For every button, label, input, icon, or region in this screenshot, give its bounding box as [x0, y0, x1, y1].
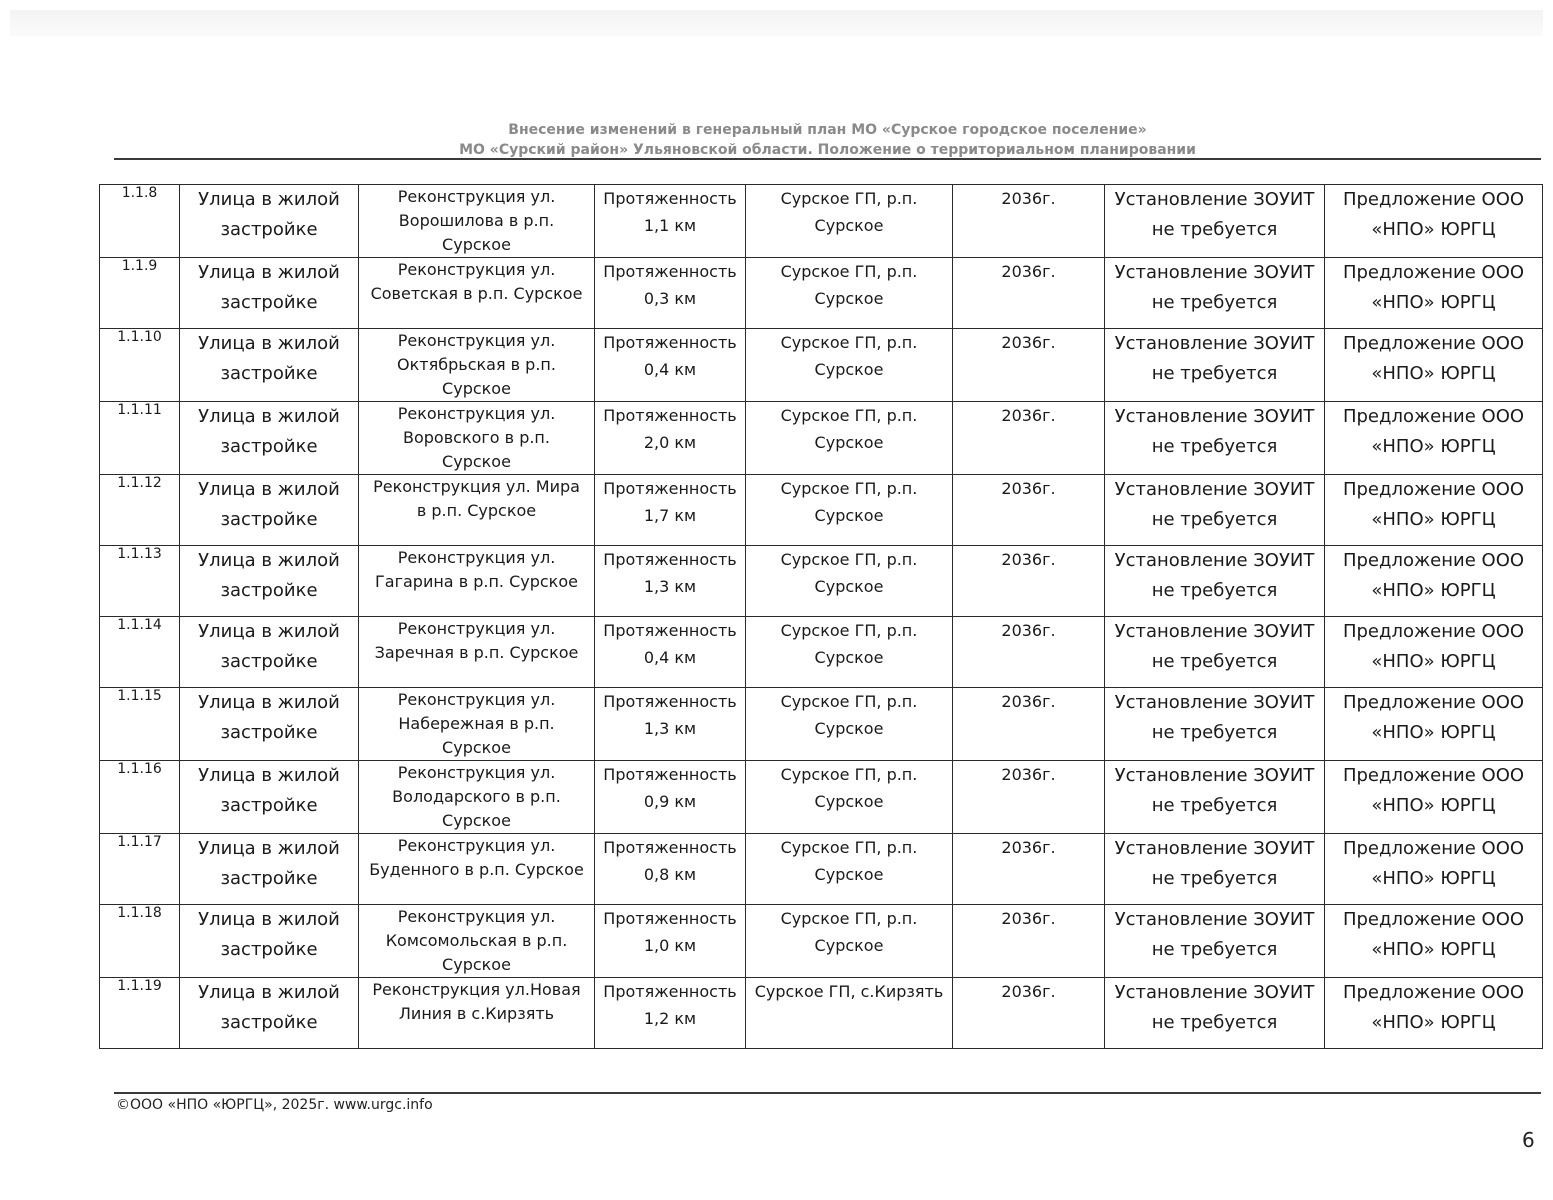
cell-description-text: Воровского в р.п.	[403, 428, 550, 447]
cell-description-text: Володарского в р.п.	[392, 787, 561, 806]
cell-extent	[595, 978, 746, 1049]
cell-extent	[595, 475, 746, 546]
cell-zouit-text: не требуется	[1151, 219, 1278, 240]
cell-object-type	[180, 475, 359, 546]
cell-number-text: 1.1.13	[117, 546, 162, 562]
cell-proposal	[1325, 546, 1543, 617]
cell-zouit-text: не требуется	[1151, 795, 1278, 816]
cell-description	[359, 329, 595, 402]
cell-number-text: 1.1.10	[117, 329, 162, 345]
cell-extent-text: Протяженность	[603, 406, 737, 425]
cell-extent-text: Протяженность	[603, 333, 737, 352]
cell-zouit-text: не требуется	[1151, 868, 1278, 889]
cell-description	[359, 761, 595, 834]
cell-description-text: Реконструкция ул.	[397, 907, 556, 926]
cell-extent	[595, 617, 746, 688]
cell-description-text: Реконструкция ул.	[397, 836, 556, 855]
cell-proposal-text: Предложение ООО	[1342, 189, 1525, 210]
cell-proposal-text: «НПО» ЮРГЦ	[1371, 580, 1496, 601]
cell-proposal-text: «НПО» ЮРГЦ	[1371, 795, 1496, 816]
cell-description-text: Реконструкция ул.	[397, 548, 556, 567]
cell-proposal-text: Предложение ООО	[1342, 692, 1525, 713]
cell-location-text: Сурское	[814, 792, 884, 811]
cell-object-type-text: застройке	[220, 436, 318, 457]
cell-description-text: Сурское	[442, 379, 511, 398]
cell-number-text: 1.1.19	[117, 978, 162, 994]
cell-location-text: Сурское ГП, р.п.	[780, 262, 918, 281]
cell-year	[953, 688, 1105, 761]
cell-object-type-text: застройке	[220, 722, 318, 743]
cell-year	[953, 617, 1105, 688]
cell-number	[100, 978, 180, 1049]
cell-proposal-text: Предложение ООО	[1342, 262, 1525, 283]
cell-object-type-text: застройке	[220, 795, 318, 816]
cell-object-type-text: Улица в жилой	[198, 333, 340, 354]
cell-description	[359, 475, 595, 546]
cell-description-text: Октябрьская в р.п.	[397, 355, 556, 374]
cell-location-text: Сурское ГП, р.п.	[780, 692, 918, 711]
cell-location	[746, 617, 953, 688]
cell-description-text: Советская в р.п. Сурское	[370, 284, 583, 303]
cell-proposal	[1325, 329, 1543, 402]
cell-extent	[595, 329, 746, 402]
cell-extent	[595, 761, 746, 834]
cell-extent-text: Протяженность	[603, 982, 737, 1001]
cell-extent-text: 1,0 км	[643, 936, 697, 955]
cell-zouit-text: Установление ЗОУИТ	[1114, 765, 1315, 786]
cell-zouit-text: не требуется	[1151, 363, 1278, 384]
cell-location	[746, 402, 953, 475]
cell-description-text: в р.п. Сурское	[416, 501, 537, 520]
cell-proposal-text: «НПО» ЮРГЦ	[1371, 939, 1496, 960]
cell-extent-text: 1,2 км	[643, 1009, 697, 1028]
cell-extent-text: Протяженность	[603, 189, 737, 208]
cell-proposal-text: «НПО» ЮРГЦ	[1371, 436, 1496, 457]
cell-object-type	[180, 834, 359, 905]
cell-object-type-text: застройке	[220, 509, 318, 530]
document-header	[114, 120, 1541, 160]
cell-location-text: Сурское	[814, 577, 884, 596]
cell-description	[359, 258, 595, 329]
cell-zouit-text: Установление ЗОУИТ	[1114, 333, 1315, 354]
cell-year	[953, 546, 1105, 617]
cell-extent-text: Протяженность	[603, 765, 737, 784]
cell-description-text: Сурское	[442, 738, 511, 757]
cell-zouit	[1105, 905, 1325, 978]
cell-location	[746, 329, 953, 402]
cell-proposal-text: Предложение ООО	[1342, 621, 1525, 642]
cell-location-text: Сурское ГП, р.п.	[780, 333, 918, 352]
cell-proposal	[1325, 258, 1543, 329]
cell-zouit-text: не требуется	[1151, 722, 1278, 743]
table-row	[100, 258, 1543, 329]
cell-extent	[595, 402, 746, 475]
cell-location-text: Сурское	[814, 506, 884, 525]
cell-extent-text: Протяженность	[603, 621, 737, 640]
cell-zouit-text: не требуется	[1151, 436, 1278, 457]
cell-year	[953, 475, 1105, 546]
cell-number	[100, 834, 180, 905]
cell-proposal-text: «НПО» ЮРГЦ	[1371, 722, 1496, 743]
footer-copyright: ©ООО «НПО «ЮРГЦ», 2025г. www.urgc.info	[116, 1097, 433, 1113]
table-row	[100, 402, 1543, 475]
table-row	[100, 978, 1543, 1049]
cell-object-type-text: Улица в жилой	[198, 838, 340, 859]
cell-description	[359, 688, 595, 761]
cell-extent-text: 2,0 км	[643, 433, 697, 452]
cell-zouit-text: Установление ЗОУИТ	[1114, 479, 1315, 500]
cell-number	[100, 329, 180, 402]
cell-number-text: 1.1.12	[117, 475, 162, 491]
cell-year-text: 2036г.	[1001, 621, 1056, 640]
cell-description	[359, 905, 595, 978]
cell-zouit	[1105, 185, 1325, 258]
cell-extent	[595, 905, 746, 978]
cell-zouit	[1105, 475, 1325, 546]
cell-object-type-text: Улица в жилой	[198, 406, 340, 427]
cell-zouit-text: Установление ЗОУИТ	[1114, 692, 1315, 713]
cell-number-text: 1.1.15	[117, 688, 162, 704]
cell-year-text: 2036г.	[1001, 333, 1056, 352]
cell-location-text: Сурское ГП, р.п.	[780, 621, 918, 640]
cell-object-type-text: Улица в жилой	[198, 479, 340, 500]
cell-location-text: Сурское	[814, 360, 884, 379]
cell-object-type-text: Улица в жилой	[198, 909, 340, 930]
cell-description-text: Ворошилова в р.п.	[398, 211, 555, 230]
cell-object-type	[180, 402, 359, 475]
table-row	[100, 905, 1543, 978]
cell-proposal	[1325, 834, 1543, 905]
cell-location-text: Сурское ГП, с.Кирзять	[754, 982, 944, 1001]
cell-location-text: Сурское ГП, р.п.	[780, 189, 918, 208]
cell-zouit-text: не требуется	[1151, 509, 1278, 530]
cell-description-text: Заречная в р.п. Сурское	[374, 643, 579, 662]
cell-number	[100, 761, 180, 834]
table-body	[100, 185, 1543, 1049]
cell-object-type-text: Улица в жилой	[198, 621, 340, 642]
table-row	[100, 617, 1543, 688]
cell-extent-text: Протяженность	[603, 479, 737, 498]
cell-location	[746, 185, 953, 258]
cell-location-text: Сурское	[814, 216, 884, 235]
cell-description	[359, 546, 595, 617]
cell-object-type-text: Улица в жилой	[198, 262, 340, 283]
table-row	[100, 329, 1543, 402]
planning-table	[99, 184, 1543, 1049]
cell-extent-text: 1,7 км	[643, 506, 697, 525]
cell-extent	[595, 834, 746, 905]
cell-year	[953, 258, 1105, 329]
cell-zouit	[1105, 402, 1325, 475]
cell-proposal	[1325, 761, 1543, 834]
cell-location-text: Сурское ГП, р.п.	[780, 406, 918, 425]
cell-proposal-text: Предложение ООО	[1342, 550, 1525, 571]
cell-year-text: 2036г.	[1001, 550, 1056, 569]
cell-number-text: 1.1.14	[117, 617, 162, 633]
cell-description	[359, 978, 595, 1049]
cell-description-text: Реконструкция ул.	[397, 331, 556, 350]
cell-zouit-text: Установление ЗОУИТ	[1114, 189, 1315, 210]
cell-zouit-text: не требуется	[1151, 651, 1278, 672]
cell-proposal-text: Предложение ООО	[1342, 406, 1525, 427]
cell-description	[359, 185, 595, 258]
cell-description-text: Комсомольская в р.п.	[385, 931, 568, 950]
cell-zouit-text: Установление ЗОУИТ	[1114, 406, 1315, 427]
cell-proposal-text: Предложение ООО	[1342, 909, 1525, 930]
cell-number-text: 1.1.16	[117, 761, 162, 777]
cell-year-text: 2036г.	[1001, 692, 1056, 711]
header-line-2: МО «Сурский район» Ульяновской области. Положение о территориальном планировании	[459, 142, 1196, 158]
cell-extent-text: 0,4 км	[643, 648, 697, 667]
cell-zouit-text: не требуется	[1151, 1012, 1278, 1033]
table-row	[100, 546, 1543, 617]
cell-extent-text: 1,3 км	[643, 719, 697, 738]
cell-number-text: 1.1.9	[121, 258, 158, 274]
cell-zouit-text: не требуется	[1151, 292, 1278, 313]
cell-extent-text: 1,3 км	[643, 577, 697, 596]
cell-description	[359, 617, 595, 688]
cell-description-text: Реконструкция ул.Новая	[372, 980, 581, 999]
cell-object-type	[180, 258, 359, 329]
cell-year-text: 2036г.	[1001, 479, 1056, 498]
cell-extent	[595, 258, 746, 329]
cell-object-type	[180, 688, 359, 761]
cell-proposal-text: «НПО» ЮРГЦ	[1371, 292, 1496, 313]
cell-location-text: Сурское	[814, 433, 884, 452]
cell-proposal-text: «НПО» ЮРГЦ	[1371, 651, 1496, 672]
cell-object-type-text: застройке	[220, 939, 318, 960]
cell-proposal	[1325, 185, 1543, 258]
cell-location	[746, 905, 953, 978]
cell-number	[100, 546, 180, 617]
table-row	[100, 185, 1543, 258]
cell-object-type	[180, 761, 359, 834]
cell-object-type	[180, 978, 359, 1049]
cell-description-text: Реконструкция ул.	[397, 404, 556, 423]
cell-description-text: Гагарина в р.п. Сурское	[375, 572, 578, 591]
cell-year	[953, 978, 1105, 1049]
cell-zouit-text: Установление ЗОУИТ	[1114, 262, 1315, 283]
cell-extent-text: Протяженность	[603, 692, 737, 711]
cell-year	[953, 761, 1105, 834]
page-number: 6	[1522, 1128, 1535, 1152]
table-row	[100, 761, 1543, 834]
cell-number-text: 1.1.8	[121, 185, 158, 201]
cell-description-text: Сурское	[442, 811, 511, 830]
cell-location-text: Сурское ГП, р.п.	[780, 765, 918, 784]
cell-year-text: 2036г.	[1001, 406, 1056, 425]
cell-proposal-text: «НПО» ЮРГЦ	[1371, 1012, 1496, 1033]
cell-year	[953, 834, 1105, 905]
cell-year	[953, 329, 1105, 402]
footer-rule	[114, 1092, 1541, 1094]
cell-extent-text: Протяженность	[603, 909, 737, 928]
cell-object-type	[180, 546, 359, 617]
cell-location	[746, 475, 953, 546]
cell-proposal-text: «НПО» ЮРГЦ	[1371, 868, 1496, 889]
cell-object-type-text: Улица в жилой	[198, 550, 340, 571]
cell-description-text: Сурское	[442, 955, 511, 974]
cell-description-text: Реконструкция ул.	[397, 260, 556, 279]
cell-extent	[595, 688, 746, 761]
cell-proposal	[1325, 978, 1543, 1049]
cell-object-type-text: застройке	[220, 363, 318, 384]
header-rule	[114, 158, 1541, 160]
cell-extent	[595, 185, 746, 258]
cell-year	[953, 905, 1105, 978]
table-row	[100, 834, 1543, 905]
header-line-1: Внесение изменений в генеральный план МО «Сурское городское поселение»	[508, 122, 1147, 138]
cell-description-text: Сурское	[442, 235, 511, 254]
cell-proposal-text: Предложение ООО	[1342, 838, 1525, 859]
cell-proposal-text: Предложение ООО	[1342, 765, 1525, 786]
cell-extent-text: Протяженность	[603, 838, 737, 857]
cell-proposal-text: Предложение ООО	[1342, 982, 1525, 1003]
cell-location	[746, 761, 953, 834]
cell-description-text: Реконструкция ул. Мира	[373, 477, 580, 496]
cell-zouit-text: Установление ЗОУИТ	[1114, 982, 1315, 1003]
cell-number	[100, 475, 180, 546]
cell-location	[746, 978, 953, 1049]
cell-object-type-text: Улица в жилой	[198, 189, 340, 210]
cell-object-type-text: застройке	[220, 292, 318, 313]
cell-zouit	[1105, 258, 1325, 329]
cell-location	[746, 834, 953, 905]
cell-location	[746, 546, 953, 617]
cell-location-text: Сурское ГП, р.п.	[780, 479, 918, 498]
cell-number-text: 1.1.18	[117, 905, 162, 921]
cell-number	[100, 258, 180, 329]
cell-description-text: Реконструкция ул.	[397, 187, 556, 206]
cell-description	[359, 834, 595, 905]
cell-year-text: 2036г.	[1001, 838, 1056, 857]
cell-zouit	[1105, 834, 1325, 905]
cell-zouit	[1105, 329, 1325, 402]
cell-number	[100, 688, 180, 761]
cell-number	[100, 402, 180, 475]
cell-zouit-text: Установление ЗОУИТ	[1114, 909, 1315, 930]
cell-description-text: Линия в с.Кирзять	[398, 1004, 555, 1023]
cell-year-text: 2036г.	[1001, 262, 1056, 281]
cell-zouit	[1105, 978, 1325, 1049]
cell-extent	[595, 546, 746, 617]
cell-proposal-text: «НПО» ЮРГЦ	[1371, 363, 1496, 384]
cell-proposal-text: «НПО» ЮРГЦ	[1371, 509, 1496, 530]
cell-extent-text: 0,4 км	[643, 360, 697, 379]
cell-number	[100, 617, 180, 688]
cell-location-text: Сурское ГП, р.п.	[780, 550, 918, 569]
cell-year-text: 2036г.	[1001, 982, 1056, 1001]
cell-year-text: 2036г.	[1001, 765, 1056, 784]
cell-object-type	[180, 329, 359, 402]
cell-object-type-text: застройке	[220, 868, 318, 889]
cell-zouit	[1105, 761, 1325, 834]
cell-location	[746, 258, 953, 329]
cell-zouit-text: Установление ЗОУИТ	[1114, 550, 1315, 571]
cell-year	[953, 185, 1105, 258]
cell-proposal-text: Предложение ООО	[1342, 333, 1525, 354]
cell-object-type-text: застройке	[220, 1012, 318, 1033]
cell-location	[746, 688, 953, 761]
cell-object-type-text: застройке	[220, 651, 318, 672]
cell-description-text: Набережная в р.п.	[398, 714, 555, 733]
cell-proposal	[1325, 402, 1543, 475]
table-row	[100, 475, 1543, 546]
cell-description-text: Буденного в р.п. Сурское	[369, 860, 584, 879]
cell-object-type-text: Улица в жилой	[198, 982, 340, 1003]
cell-extent-text: 0,8 км	[643, 865, 697, 884]
cell-number-text: 1.1.17	[117, 834, 162, 850]
cell-proposal	[1325, 688, 1543, 761]
cell-object-type-text: застройке	[220, 219, 318, 240]
cell-number-text: 1.1.11	[117, 402, 162, 418]
cell-location-text: Сурское	[814, 719, 884, 738]
cell-zouit-text: Установление ЗОУИТ	[1114, 838, 1315, 859]
cell-location-text: Сурское	[814, 648, 884, 667]
cell-proposal-text: Предложение ООО	[1342, 479, 1525, 500]
cell-description-text: Реконструкция ул.	[397, 690, 556, 709]
cell-location-text: Сурское	[814, 865, 884, 884]
cell-extent-text: Протяженность	[603, 550, 737, 569]
cell-zouit-text: Установление ЗОУИТ	[1114, 621, 1315, 642]
cell-description	[359, 402, 595, 475]
cell-proposal-text: «НПО» ЮРГЦ	[1371, 219, 1496, 240]
cell-location-text: Сурское	[814, 289, 884, 308]
cell-extent-text: 1,1 км	[643, 216, 697, 235]
cell-object-type-text: Улица в жилой	[198, 692, 340, 713]
cell-zouit-text: не требуется	[1151, 580, 1278, 601]
cell-year-text: 2036г.	[1001, 909, 1056, 928]
cell-location-text: Сурское	[814, 936, 884, 955]
cell-extent-text: 0,9 км	[643, 792, 697, 811]
cell-zouit	[1105, 546, 1325, 617]
cell-proposal	[1325, 617, 1543, 688]
cell-year	[953, 402, 1105, 475]
cell-zouit	[1105, 617, 1325, 688]
cell-description-text: Реконструкция ул.	[397, 619, 556, 638]
cell-object-type-text: Улица в жилой	[198, 765, 340, 786]
cell-location-text: Сурское ГП, р.п.	[780, 838, 918, 857]
cell-number	[100, 185, 180, 258]
cell-object-type	[180, 185, 359, 258]
cell-proposal	[1325, 475, 1543, 546]
cell-zouit-text: не требуется	[1151, 939, 1278, 960]
cell-object-type	[180, 905, 359, 978]
scan-edge-shading	[10, 10, 1543, 36]
cell-location-text: Сурское ГП, р.п.	[780, 909, 918, 928]
cell-extent-text: Протяженность	[603, 262, 737, 281]
cell-year-text: 2036г.	[1001, 189, 1056, 208]
cell-description-text: Сурское	[442, 452, 511, 471]
cell-zouit	[1105, 688, 1325, 761]
cell-proposal	[1325, 905, 1543, 978]
cell-number	[100, 905, 180, 978]
cell-object-type-text: застройке	[220, 580, 318, 601]
cell-extent-text: 0,3 км	[643, 289, 697, 308]
cell-description-text: Реконструкция ул.	[397, 763, 556, 782]
cell-object-type	[180, 617, 359, 688]
table-row	[100, 688, 1543, 761]
